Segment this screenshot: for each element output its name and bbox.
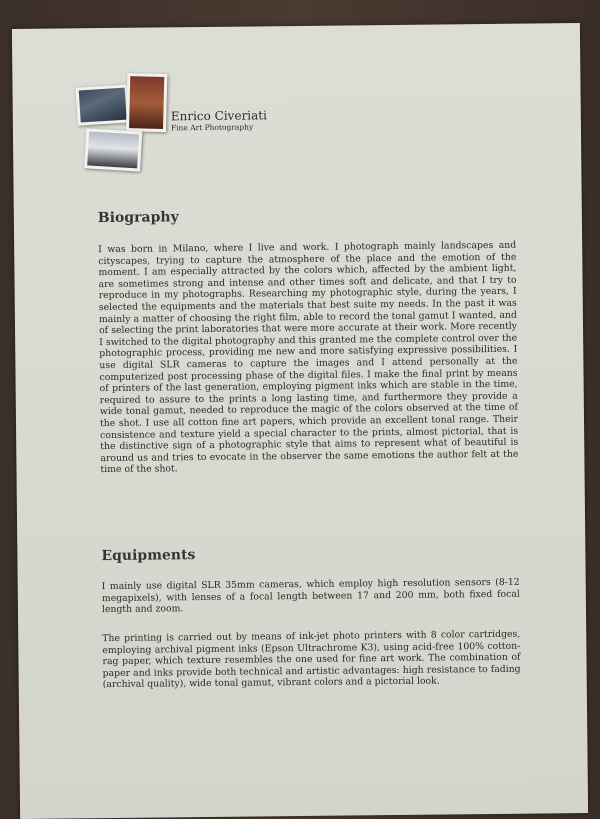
brand-block: [171, 108, 267, 133]
brand-tagline: Fine Art Photography: [170, 122, 254, 133]
photo-cityscape: [76, 84, 130, 125]
photo-arcade: [126, 73, 167, 132]
paper-sheet: [12, 23, 588, 819]
biography-text: I was born in Milano, where I live and work. I photograph mainly landscapes and cityscapes, trying to capture the atmosphere of the place and the emotion of the moment. I am especially attracted by the colors which, affected by the ambient light, are sometimes strong and intense and other times soft and delicate, and that I try to reproduce in my photographs. Researching my photographic style, during the years, I selected the equipments and the materials that best suite my needs. In the past it was mainly a matter of choosing the right film, able to record the tonal gamut I wanted, and of selecting the print laboratories that were more accurate at their work. More recently I switched to the digital photography and this granted me the complete control over the photographic process, providing me new and more satisfying expressive possibilities. I use digital SLR cameras to capture the images and I attend personally at the computerized post processing phase of the digital files. I make the final print by means of printers of the last generation, employing pigment inks which are stable in the time, required to assure to the prints a long lasting time, and furthermore they provide a wide tonal gamut, needed to reproduce the magic of the colors observed at the time of the shot. I use all cotton fine art papers, which provide an excellent tonal range. Their consistence and texture yield a special character to the prints, almost pictorial, that is the distinctive sign of a photographic style that aims to represent what of beautiful is around us and tries to evocate in the observer the same emotions the author felt at the time of the shot.: [98, 239, 519, 476]
photo-mountains: [84, 128, 142, 171]
photographer-name: Enrico Civeriati: [170, 108, 267, 124]
equipments-paragraph-1: I mainly use digital SLR 35mm cameras, which employ high resolution sensors (8-12 megapixels), with lenses of a focal length between 17 and 200 mm, both fixed focal length and zoom.: [101, 576, 520, 616]
photo-collage: [74, 71, 185, 196]
biography-heading: Biography: [97, 209, 179, 227]
equipments-paragraph-2: The printing is carried out by means of ink-jet photo printers with 8 color cartridges, employing archival pigment inks (Epson Ultrachrome K3), using acid-free 100% cotton-rag paper, which texture resembles the one used for fine art work. The combination of paper and inks provide both technical and artistic advantages: high resistance to fading (archival quality), wide tonal gamut, vibrant colors and a pictorial look.: [102, 628, 521, 691]
equipments-heading: Equipments: [101, 547, 196, 565]
